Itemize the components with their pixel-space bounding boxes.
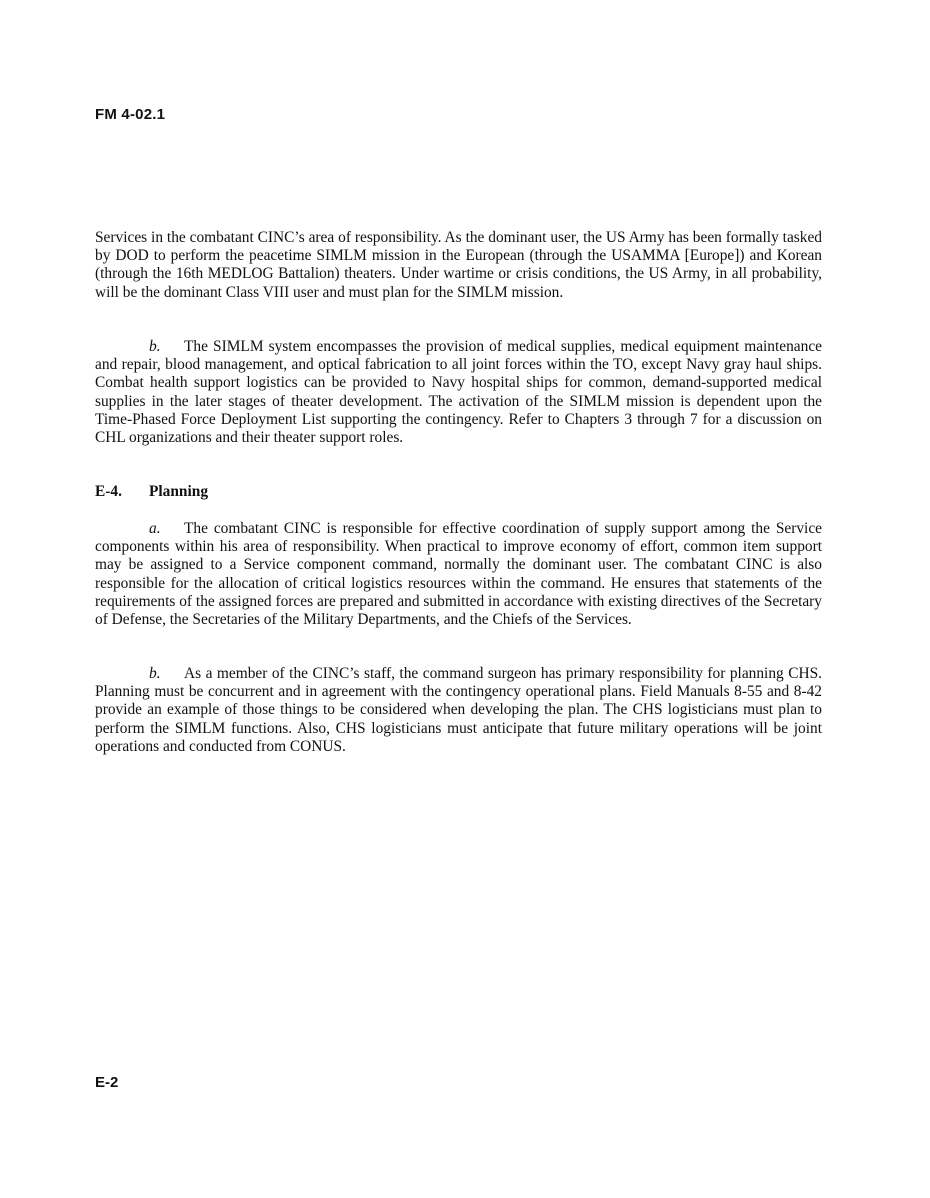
paragraph [95,665,822,756]
paragraph-b-intro [95,338,822,447]
paragraph-text: Services in the combatant CINC’s area of responsibility. As the dominant user, the US Army has been formally tasked by DOD to perform the peacetime SIMLM mission in the European (through the USAMMA [Europe]) and Korean (through the 16th MEDLOG Battalion) theaters. Under wartime or crisis conditions, the US Army, in all probability, will be the dominant Class VIII user and must plan for the SIMLM mission. [95,229,822,301]
page-number: E-2 [95,1074,119,1091]
running-header: FM 4-02.1 [95,106,166,123]
section-heading [95,483,208,501]
paragraph-text: As a member of the CINC’s staff, the command surgeon has primary responsibility for planning CHS. Planning must be concurrent and in agreement with the contingency operational plans. Field Manuals 8-55 and 8-42 provide an example of those things to be considered when developing the plan. The CHS logisticians must plan to perform the SIMLM functions. Also, CHS logisticians must anticipate that future military operations will be joint operations and conducted from CONUS. [95,665,822,755]
paragraph-text: The combatant CINC is responsible for effective coordination of supply support among the Service components within his area of responsibility. When practical to improve economy of effort, common item support may be assigned to a Service component command, normally the dominant user. The combatant CINC is also responsible for the allocation of critical logistics resources within the command. He ensures that statements of the requirements of the assigned forces are prepared and submitted in accordance with existing directives of the Secretary of Defense, the Secretaries of the Military Departments, and the Chiefs of the Services. [95,520,822,629]
continuation-paragraph [95,229,822,302]
paragraph-letter: b. [149,665,161,682]
section-number: E-4. [95,483,122,500]
planning-paragraph-a [95,520,822,629]
planning-paragraph-b [95,665,822,756]
paragraph [95,520,822,629]
section-title: Planning [149,483,209,500]
paragraph-text: The SIMLM system encompasses the provision of medical supplies, medical equipment maintenance and repair, blood management, and optical fabrication to all joint forces within the TO, except Navy gray haul ships. Combat health support logistics can be provided to Navy hospital ships for common, demand-supported medical supplies in the later stages of theater development. The activation of the SIMLM mission is dependent upon the Time-Phased Force Deployment List supporting the contingency. Refer to Chapters 3 through 7 for a discussion on CHL organizations and their theater support roles. [95,338,822,447]
paragraph [95,338,822,447]
paragraph-letter: a. [149,520,161,537]
paragraph-letter: b. [149,338,161,355]
